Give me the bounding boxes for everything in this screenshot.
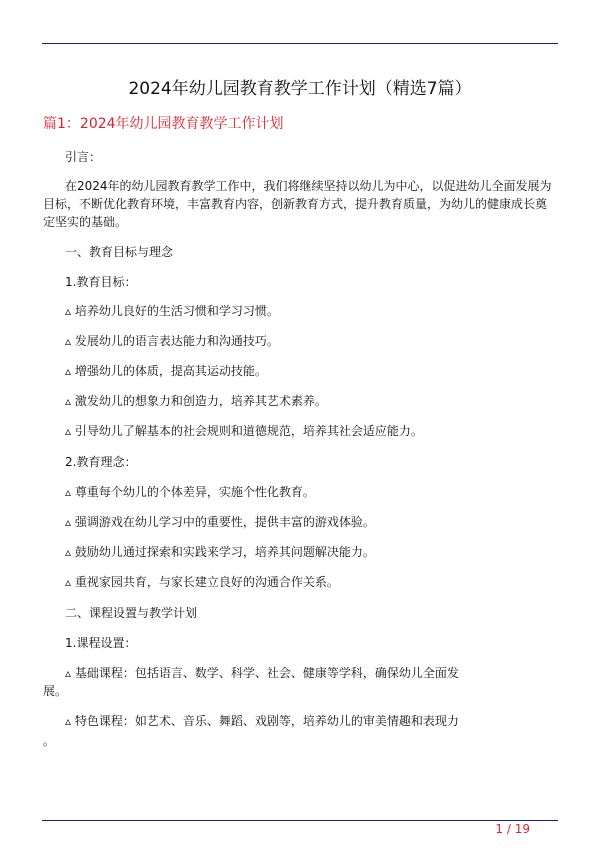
list-item: ▵ 激发幼儿的想象力和创造力，培养其艺术素养。: [65, 394, 327, 408]
list-item: ▵ 增强幼儿的体质，提高其运动技能。: [65, 364, 267, 378]
header-rule: [42, 43, 558, 44]
page-indicator: 1 / 19: [495, 822, 530, 836]
intro-paragraph: 在2024年的幼儿园教育教学工作中，我们将继续坚持以幼儿为中心，以促进幼儿全面发展为目标，不断优化教育环境，丰富教育内容，创新教育方式，提升教育质量，为幼儿的健康成长奠定坚实的基础。: [43, 179, 552, 229]
document-title: 2024年幼儿园教育教学工作计划（精选7篇）: [128, 79, 472, 99]
course-label: 1.课程设置：: [65, 636, 137, 650]
list-item: ▵ 重视家园共育，与家长建立良好的沟通合作关系。: [65, 575, 339, 589]
footer-rule: [42, 820, 558, 821]
ideas-label: 2.教育理念：: [65, 455, 137, 469]
section-one-heading: 一、教育目标与理念: [65, 245, 174, 259]
list-item: ▵ 尊重每个幼儿的个体差异，实施个性化教育。: [65, 485, 315, 499]
list-item-continuation: 展。: [43, 684, 68, 698]
list-item: ▵ 特色课程：如艺术、音乐、舞蹈、戏剧等，培养幼儿的审美情趣和表现力: [65, 714, 459, 728]
list-item: ▵ 培养幼儿良好的生活习惯和学习习惯。: [65, 304, 279, 318]
list-item: ▵ 强调游戏在幼儿学习中的重要性，提供丰富的游戏体验。: [65, 515, 375, 529]
list-item: ▵ 引导幼儿了解基本的社会规则和道德规范，培养其社会适应能力。: [65, 424, 423, 438]
list-item-continuation: 。: [43, 734, 56, 748]
section-heading: 篇1：2024年幼儿园教育教学工作计划: [43, 116, 284, 132]
section-two-heading: 二、课程设置与教学计划: [65, 606, 198, 620]
list-item: ▵ 基础课程：包括语言、数学、科学、社会、健康等学科，确保幼儿全面发: [65, 666, 459, 680]
list-item: ▵ 鼓励幼儿通过探索和实践来学习，培养其问题解决能力。: [65, 545, 375, 559]
intro-label: 引言：: [65, 150, 102, 164]
list-item: ▵ 发展幼儿的语言表达能力和沟通技巧。: [65, 334, 279, 348]
goals-label: 1.教育目标：: [65, 275, 137, 289]
